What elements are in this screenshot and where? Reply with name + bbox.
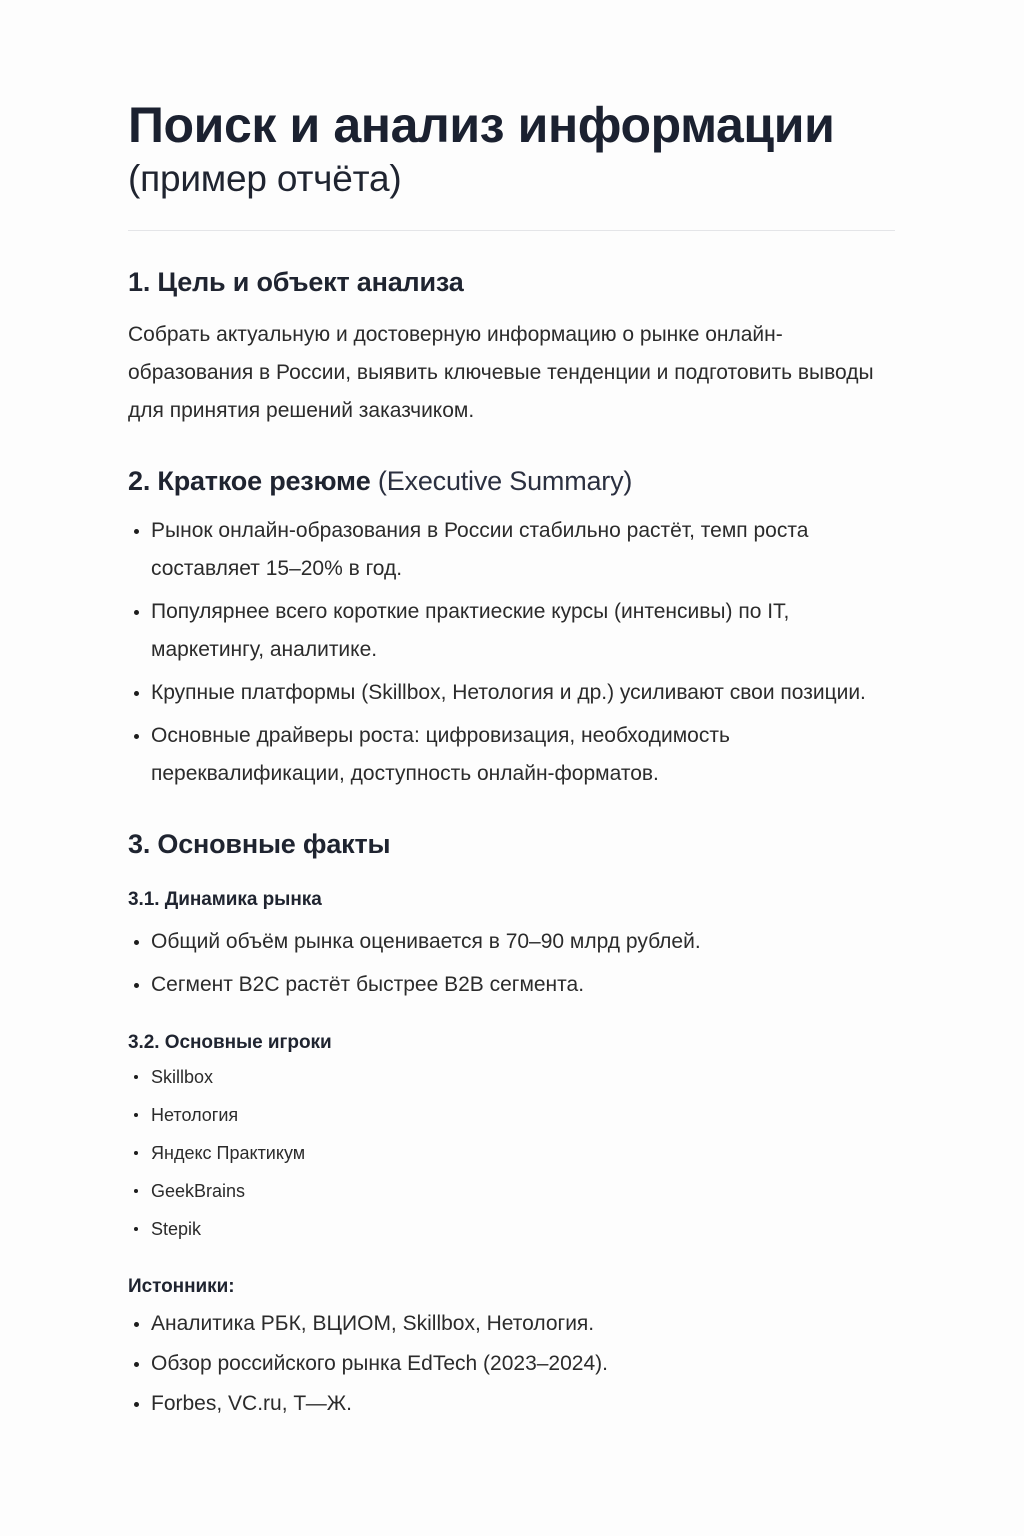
- page-title: Поиск и анализ информации: [128, 97, 835, 153]
- header-divider: [128, 230, 895, 231]
- market-dynamics-bullet-list: [128, 923, 895, 1004]
- list-item: Яндекс Практикум: [128, 1142, 895, 1164]
- page-subtitle: (пример отчёта): [128, 158, 402, 199]
- section-heading-facts: 3. Основные факты: [128, 829, 391, 859]
- summary-bullet-list: [128, 512, 895, 793]
- section-heading-summary: [128, 464, 895, 498]
- list-item: Популярнее всего короткие практиеские курсы (интенсивы) по IT, маркетингу, аналитике.: [128, 593, 895, 669]
- list-item: Крупные платформы (Skillbox, Нетология и др.) усиливают свои позиции.: [128, 674, 895, 712]
- sources-bullet-list: [128, 1310, 895, 1418]
- summary-heading-bold: 2. Краткое резюме: [128, 466, 371, 496]
- list-item: Skillbox: [128, 1066, 895, 1088]
- list-item: Нетология: [128, 1104, 895, 1126]
- list-item: Основные драйверы роста: цифровизация, необходимость переквалификации, доступность онлайн-форматов.: [128, 717, 895, 793]
- subheading-sources: Истонники:: [128, 1276, 235, 1297]
- subheading-market-dynamics: 3.1. Динамика рынка: [128, 889, 322, 910]
- subheading-key-players: 3.2. Основные игроки: [128, 1032, 332, 1053]
- goal-paragraph: Собрать актуальную и достоверную информацию о рынке онлайн-образования в России, выявить ключевые тенденции и подготовить выводы для принятия решений заказчиком.: [128, 323, 874, 422]
- list-item: Обзор российского рынка EdTech (2023–2024).: [128, 1350, 895, 1378]
- list-item: GeekBrains: [128, 1180, 895, 1202]
- list-item: Аналитика РБК, ВЦИОМ, Skillbox, Нетология.: [128, 1310, 895, 1338]
- list-item: Сегмент B2C растёт быстрее B2B сегмента.: [128, 966, 895, 1004]
- key-players-bullet-list: [128, 1066, 895, 1240]
- list-item: Stepik: [128, 1218, 895, 1240]
- list-item: Рынок онлайн-образования в России стабильно растёт, темп роста составляет 15–20% в год.: [128, 512, 895, 588]
- summary-heading-normal: (Executive Summary): [370, 466, 633, 496]
- list-item: Общий объём рынка оценивается в 70–90 млрд рублей.: [128, 923, 895, 961]
- section-heading-goal: 1. Цель и объект анализа: [128, 267, 464, 297]
- list-item: Forbes, VC.ru, Т—Ж.: [128, 1390, 895, 1418]
